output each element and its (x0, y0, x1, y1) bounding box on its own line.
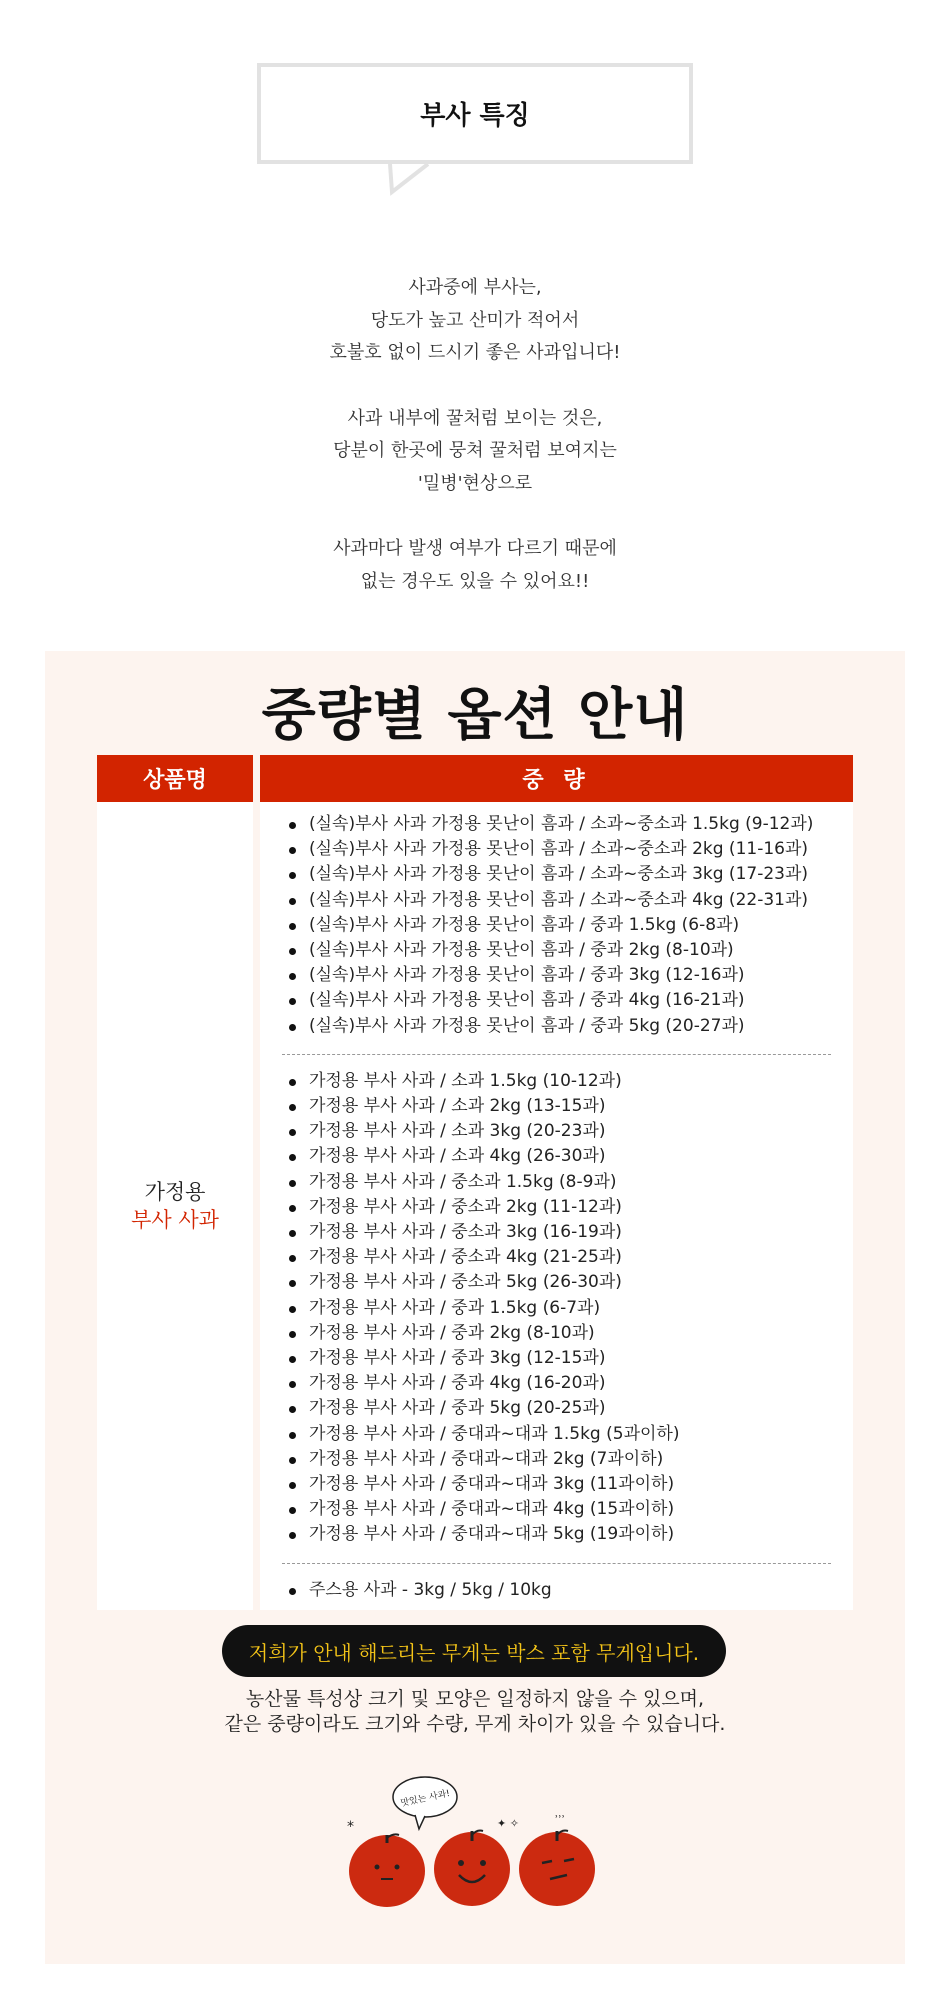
intro-line: 호불호 없이 드시기 좋은 사과입니다! (329, 342, 621, 363)
sparkle-icon: * (347, 1819, 354, 1835)
speech-bubble-text: 맛있는 사과! (399, 1788, 451, 1810)
option-group (260, 812, 853, 1039)
option-list-item: 가정용 부사 사과 / 중과 2kg (8-10과) (286, 1321, 853, 1346)
option-list-item: (실속)부사 사과 가정용 못난이 흠과 / 중과 3kg (12-16과) (286, 963, 853, 988)
apple-icon (434, 1831, 510, 1907)
page-title: 부사 특징 (420, 101, 530, 131)
option-list-item: 가정용 부사 사과 / 중과 1.5kg (6-7과) (286, 1296, 853, 1321)
section-title-bubble (257, 63, 693, 164)
paragraph-gap (0, 500, 950, 533)
dashed-divider (282, 1054, 831, 1055)
intro-line: 사과마다 발생 여부가 다르기 때문에 (333, 538, 617, 559)
option-list-item: (실속)부사 사과 가정용 못난이 흠과 / 중과 4kg (16-21과) (286, 988, 853, 1013)
apple-characters-illustration (345, 1771, 605, 1911)
option-list-item: (실속)부사 사과 가정용 못난이 흠과 / 중과 2kg (8-10과) (286, 938, 853, 963)
option-list-item: 가정용 부사 사과 / 소과 2kg (13-15과) (286, 1094, 853, 1119)
size-variance-notice (45, 1687, 905, 1737)
option-list-item: 가정용 부사 사과 / 중소과 4kg (21-25과) (286, 1245, 853, 1270)
box-weight-notice: 저희가 안내 해드리는 무게는 박스 포함 무게입니다. (222, 1625, 726, 1677)
option-list-item: (실속)부사 사과 가정용 못난이 흠과 / 소과~중소과 4kg (22-31과) (286, 888, 853, 913)
intro-line: 당도가 높고 산미가 적어서 (370, 309, 580, 331)
option-list-item: 가정용 부사 사과 / 중과 4kg (16-20과) (286, 1371, 853, 1396)
sweat-marks-icon: ʾʾʾ (555, 1813, 566, 1826)
option-list-item: 가정용 부사 사과 / 중소과 5kg (26-30과) (286, 1270, 853, 1295)
option-list-item: (실속)부사 사과 가정용 못난이 흠과 / 중과 5kg (20-27과) (286, 1014, 853, 1039)
option-list (286, 1069, 853, 1548)
option-list-item: (실속)부사 사과 가정용 못난이 흠과 / 소과~중소과 2kg (11-16과) (286, 837, 853, 862)
option-list-item: 가정용 부사 사과 / 소과 1.5kg (10-12과) (286, 1069, 853, 1094)
option-list-item: 가정용 부사 사과 / 중소과 2kg (11-12과) (286, 1195, 853, 1220)
speech-bubble-icon (393, 1777, 457, 1829)
option-list-item: (실속)부사 사과 가정용 못난이 흠과 / 중과 1.5kg (6-8과) (286, 913, 853, 938)
intro-line: '밀병'현상으로 (417, 472, 533, 494)
weight-options-cell (260, 802, 853, 1610)
option-list-item: 주스용 사과 - 3kg / 5kg / 10kg (286, 1578, 853, 1603)
intro-line: 사과중에 부사는, (408, 277, 542, 298)
options-title: 중량별 옵션 안내 (261, 683, 689, 748)
option-list-item: 가정용 부사 사과 / 소과 3kg (20-23과) (286, 1119, 853, 1144)
dashed-divider (282, 1563, 831, 1564)
product-name-line2: 부사 사과 (131, 1208, 219, 1232)
option-list-item: 가정용 부사 사과 / 중대과~대과 1.5kg (5과이하) (286, 1422, 853, 1447)
table-header-weight: 중 량 (260, 755, 853, 802)
option-group (260, 1578, 853, 1603)
option-list-item: (실속)부사 사과 가정용 못난이 흠과 / 소과~중소과 3kg (17-23과) (286, 862, 853, 887)
notice-line: 농산물 특성상 크기 및 모양은 일정하지 않을 수 있으며, (245, 1688, 705, 1710)
option-list (286, 812, 853, 1039)
option-list-item: 가정용 부사 사과 / 중과 5kg (20-25과) (286, 1396, 853, 1421)
intro-line: 당분이 한곳에 뭉쳐 꿀처럼 보여지는 (333, 440, 617, 461)
intro-line: 사과 내부에 꿀처럼 보이는 것은, (347, 407, 603, 429)
option-group (260, 1069, 853, 1548)
intro-description (0, 272, 950, 598)
product-name-cell (97, 802, 253, 1610)
notice-line: 같은 중량이라도 크기와 수량, 무게 차이가 있을 수 있습니다. (224, 1713, 726, 1735)
option-list-item: 가정용 부사 사과 / 중대과~대과 5kg (19과이하) (286, 1522, 853, 1547)
intro-line: 없는 경우도 있을 수 있어요!! (360, 570, 590, 592)
option-list-item: 가정용 부사 사과 / 중과 3kg (12-15과) (286, 1346, 853, 1371)
option-list-item: 가정용 부사 사과 / 소과 4kg (26-30과) (286, 1144, 853, 1169)
bubble-tail-icon (388, 160, 432, 196)
apple-icon (519, 1831, 595, 1907)
option-list (286, 1578, 853, 1603)
option-list-item: 가정용 부사 사과 / 중소과 3kg (16-19과) (286, 1220, 853, 1245)
option-list-item: 가정용 부사 사과 / 중소과 1.5kg (8-9과) (286, 1170, 853, 1195)
option-list-item: 가정용 부사 사과 / 중대과~대과 2kg (7과이하) (286, 1447, 853, 1472)
paragraph-gap (0, 370, 950, 403)
sparkle-icon: ✦ ✧ (497, 1817, 519, 1830)
product-name-line1: 가정용 (144, 1180, 206, 1204)
option-list-item: (실속)부사 사과 가정용 못난이 흠과 / 소과~중소과 1.5kg (9-12과) (286, 812, 853, 837)
option-list-item: 가정용 부사 사과 / 중대과~대과 3kg (11과이하) (286, 1472, 853, 1497)
table-header-product: 상품명 (97, 755, 253, 802)
apple-icon (349, 1834, 425, 1907)
option-list-item: 가정용 부사 사과 / 중대과~대과 4kg (15과이하) (286, 1497, 853, 1522)
weight-options-section (45, 651, 905, 1964)
